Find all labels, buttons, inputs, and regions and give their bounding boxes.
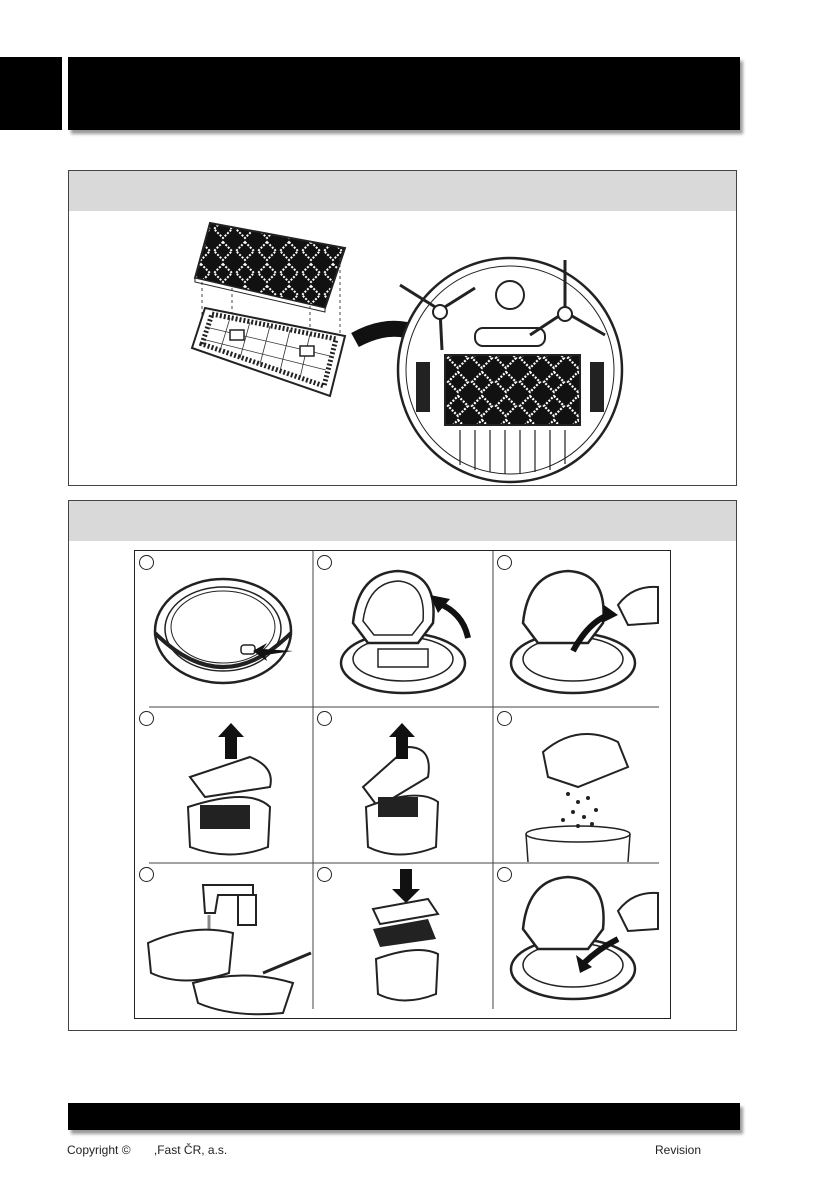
step-7 <box>135 863 313 1013</box>
filter-illustration <box>190 218 350 398</box>
copyright-prefix: Copyright © <box>67 1143 131 1157</box>
chapter-tab-block <box>0 57 62 130</box>
step-8 <box>313 863 493 1013</box>
header-bar <box>68 57 740 130</box>
step-number-4 <box>139 711 154 726</box>
step-number-6 <box>497 711 512 726</box>
step-4 <box>135 707 313 863</box>
open-dustbin-lid-icon <box>180 727 300 857</box>
step-number-2 <box>317 555 332 570</box>
reassemble-dustbin-icon <box>368 869 478 1009</box>
step-3 <box>493 551 672 707</box>
step-6 <box>493 707 672 863</box>
footer-bar <box>68 1103 740 1130</box>
wash-dustbin-icon <box>143 873 311 1013</box>
company-name: ,Fast ČR, a.s. <box>153 1143 228 1157</box>
panel-header <box>69 501 736 541</box>
step-number-8 <box>317 867 332 882</box>
step-number-5 <box>317 711 332 726</box>
remove-dustbin-icon <box>508 563 668 703</box>
step-number-1 <box>139 555 154 570</box>
steps-grid <box>134 550 671 1019</box>
robot-bottom-illustration <box>350 250 620 480</box>
step-9 <box>493 863 672 1013</box>
remove-filter-icon <box>358 727 478 857</box>
robot-top-icon <box>153 571 303 691</box>
robot-lid-open-icon <box>338 563 488 703</box>
revision-label: Revision <box>655 1143 702 1157</box>
step-5 <box>313 707 493 863</box>
panel-header <box>69 171 736 211</box>
step-2 <box>313 551 493 707</box>
empty-dustbin-icon <box>518 722 658 862</box>
step-1 <box>135 551 313 707</box>
insert-dustbin-icon <box>508 869 668 1009</box>
copyright-text <box>67 1143 227 1157</box>
